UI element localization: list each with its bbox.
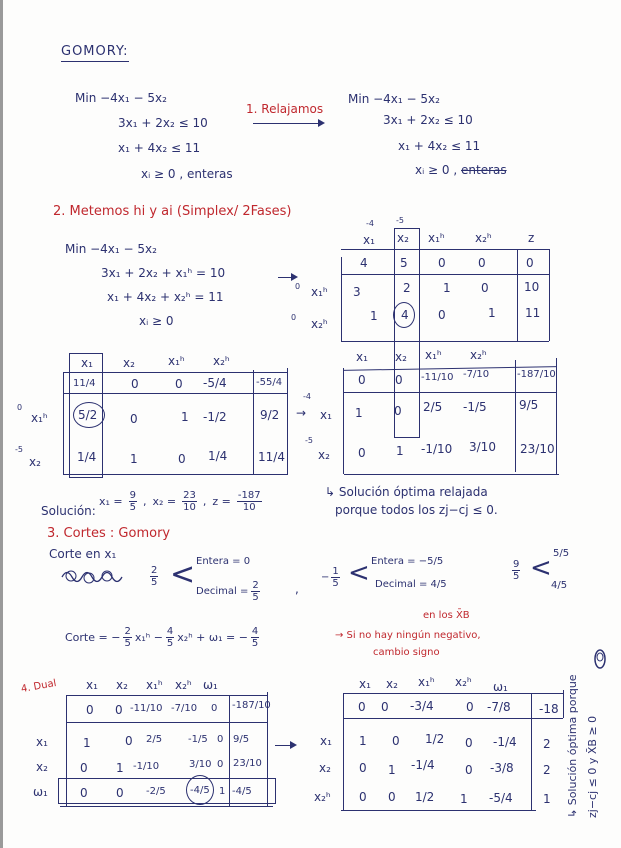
divider (63, 393, 288, 394)
scribble-icon (59, 567, 129, 585)
x2-value (182, 490, 197, 513)
cell: 9/2 (260, 408, 280, 422)
basis-cost: -5 (15, 445, 23, 454)
basis-var: x₁ (36, 735, 48, 749)
col-header: x₂ (397, 231, 409, 245)
cell: -1/4 (493, 735, 517, 749)
basis-var: x₂ (36, 760, 48, 774)
col-header: x₁ (363, 233, 375, 247)
step1-label: 1. Relajamos (246, 102, 324, 116)
cell: -4/5 (232, 786, 252, 797)
divider (549, 249, 550, 341)
numerator: 4 (251, 626, 259, 637)
divider (60, 806, 273, 807)
cell: 0 (217, 759, 224, 770)
cell: -3/4 (410, 699, 434, 713)
decimal-label (196, 580, 260, 603)
denominator: 10 (183, 502, 196, 513)
divider (287, 368, 288, 474)
cell: -2/5 (146, 786, 166, 797)
cut-note-top: en los X̄B (423, 610, 470, 621)
cell: 1 (370, 309, 378, 323)
cell: 2 (543, 763, 551, 777)
denominator: 5 (332, 578, 339, 589)
std-constraint-3: xᵢ ≥ 0 (139, 314, 174, 328)
original-constraint-3: xᵢ ≥ 0 , enteras (141, 167, 233, 181)
col-header: x₂ (386, 677, 398, 691)
cell: -187/10 (517, 369, 556, 380)
std-constraint-2: x₁ + 4x₂ + x₂ʰ = 11 (107, 290, 224, 304)
cell: 10 (524, 280, 540, 294)
original-constraint-2: x₁ + 4x₂ ≤ 11 (118, 141, 201, 155)
col-header: x₁ (81, 356, 93, 370)
cell: -1/5 (188, 734, 208, 745)
col-header: z (528, 231, 535, 245)
basis-var: x₁ʰ (311, 285, 328, 299)
cell: 0 (125, 734, 133, 748)
basis-cost: 0 (17, 403, 23, 412)
pivot-cell: -4/5 (190, 785, 210, 796)
cell: 0 (478, 256, 486, 270)
cell: 11/4 (258, 450, 285, 464)
cut-note-2: cambio signo (373, 647, 440, 658)
cut-prefix: Corte = − (65, 631, 121, 644)
cell: 0 (358, 700, 366, 714)
numerator: 1 (332, 566, 339, 577)
cell: 0 (438, 256, 446, 270)
cell: 1 (359, 734, 367, 748)
cut-note-1: → Si no hay ningún negativo, (335, 630, 481, 641)
cell: 1 (130, 452, 138, 466)
cell: -1/2 (203, 410, 227, 424)
std-objective: Min −4x₁ − 5x₂ (65, 242, 157, 256)
col-header: x₂ (116, 678, 128, 692)
cell: 23/10 (520, 442, 555, 456)
col-header: x₂ʰ (175, 678, 192, 692)
divider (63, 372, 64, 475)
scribble-icon (593, 648, 607, 670)
arrow-right-icon (275, 745, 295, 746)
cell: 0 (358, 446, 366, 460)
cell: 0 (526, 256, 534, 270)
divider (517, 249, 518, 341)
cell: 1 (443, 281, 451, 295)
col-header: x₂ʰ (475, 231, 492, 245)
integer-part: 5/5 (553, 548, 570, 559)
cell: 2/5 (146, 734, 163, 745)
entera-label: Entera = −5/5 (371, 556, 444, 567)
cell: -187/10 (232, 700, 271, 711)
cell: 1/2 (415, 790, 435, 804)
original-constraint-1: 3x₁ + 2x₂ ≤ 10 (118, 116, 208, 130)
cell: 9/5 (519, 398, 539, 412)
divider (66, 695, 267, 696)
cell: 3/10 (189, 759, 212, 770)
bracket-icon: < (530, 553, 552, 583)
cost-x1: -4 (366, 219, 374, 228)
numerator: 4 (166, 626, 174, 637)
decimal-label: Decimal = 4/5 (375, 579, 447, 590)
solution-label: Solución: (41, 504, 96, 518)
cell: 0 (465, 736, 473, 750)
cell: 0 (466, 700, 474, 714)
basis-var: x₁ʰ (31, 411, 48, 425)
basis-var: x₁ (320, 734, 332, 748)
cell: 0 (86, 703, 94, 717)
basis-cost: -5 (305, 436, 313, 445)
col-header: x₁ʰ (146, 678, 163, 692)
fraction-neg-1-5 (321, 566, 340, 589)
divider (563, 690, 564, 718)
cell: -11/10 (130, 703, 163, 714)
cell: 0 (359, 761, 367, 775)
denominator: 5 (124, 638, 131, 649)
col-header: x₁ (359, 677, 371, 691)
separator: , (143, 495, 147, 508)
z-value (237, 490, 262, 513)
numerator: 23 (183, 490, 196, 501)
cell: 1 (388, 763, 396, 777)
x2-label: x₂ = (152, 495, 177, 508)
cell: 0 (465, 763, 473, 777)
cell: 0 (178, 452, 186, 466)
sign: − (321, 571, 330, 583)
decimal-part: 4/5 (551, 580, 568, 591)
denominator: 5 (252, 592, 259, 603)
cut-equation (65, 626, 259, 649)
basis-var: x₂ʰ (314, 790, 331, 804)
solution-note-1: ↳ Solución óptima relajada (325, 485, 488, 499)
cell: 0 (394, 404, 402, 418)
cell: 0 (175, 377, 183, 391)
cell: 0 (358, 373, 366, 387)
relaxed-constraint-3: xᵢ ≥ 0 , enteras (415, 163, 507, 177)
divider (343, 693, 563, 694)
term-1: x₁ʰ − (134, 631, 163, 644)
cell: 1/4 (208, 449, 228, 463)
cell: -5/4 (203, 376, 227, 390)
numerator: 2 (151, 565, 158, 576)
pivot-cell: 4 (401, 308, 409, 322)
cell: 0 (481, 281, 489, 295)
page-title: GOMORY: (61, 44, 129, 62)
col-header: x₂ (395, 350, 407, 364)
cell: 3/10 (469, 440, 496, 454)
basis-var: x₁ (320, 408, 332, 422)
numerator: 9 (129, 490, 137, 501)
cell: 1/4 (77, 450, 97, 464)
divider (343, 392, 557, 393)
denominator: 5 (513, 571, 520, 582)
cell: -5/4 (489, 791, 513, 805)
cell: 0 (381, 700, 389, 714)
solution-note-2: porque todos los zj−cj ≤ 0. (335, 503, 498, 517)
cell: -55/4 (256, 377, 283, 388)
cell: 1 (116, 761, 124, 775)
basis-var: ω₁ (33, 785, 48, 799)
basis-var: x₂ʰ (311, 317, 328, 331)
relaxed-constraint-2: x₁ + 4x₂ ≤ 11 (398, 139, 481, 153)
cell: -7/10 (171, 703, 198, 714)
divider (66, 722, 267, 723)
cell: 11 (525, 306, 541, 320)
cell: 0 (217, 734, 224, 745)
cell: 1 (488, 306, 496, 320)
cell: 0 (438, 308, 446, 322)
divider (515, 360, 516, 472)
basis-cost: -4 (303, 392, 311, 401)
cell: 0 (80, 761, 88, 775)
z-label: z = (212, 495, 231, 508)
divider (341, 341, 549, 342)
divider (341, 810, 536, 811)
cell: 0 (211, 703, 218, 714)
fraction-2-5 (150, 565, 158, 588)
entera-label: Entera = 0 (196, 556, 251, 567)
numerator: 2 (252, 580, 259, 591)
relaxed-constraint-1: 3x₁ + 2x₂ ≤ 10 (383, 113, 473, 127)
col-header: x₁ʰ (425, 348, 442, 362)
divider (253, 370, 254, 474)
cell: 0 (395, 373, 403, 387)
cell: 1 (219, 786, 226, 797)
cell: 1 (83, 736, 91, 750)
cell: 5 (400, 256, 408, 270)
separator: , (202, 495, 207, 508)
divider (343, 368, 344, 474)
col-header: x₂ (123, 356, 135, 370)
basis-var: x₂ (29, 455, 41, 469)
cell: 1 (181, 410, 189, 424)
divider (341, 257, 342, 342)
cut-variable-label: Corte en x₁ (49, 547, 117, 561)
divider (344, 474, 559, 475)
cell: -7/8 (487, 700, 511, 714)
cell: 0 (115, 703, 123, 717)
denominator: 5 (251, 638, 259, 649)
cell: 1 (460, 792, 468, 806)
relaxed-objective: Min −4x₁ − 5x₂ (348, 92, 440, 106)
cell: 0 (359, 790, 367, 804)
cell: 1/2 (425, 732, 445, 746)
step4-label: 4. Dual (20, 677, 58, 696)
denominator: 5 (129, 502, 137, 513)
cell: -7/10 (463, 369, 490, 380)
col-header: x₂ʰ (455, 675, 472, 689)
arrow-right-icon (253, 123, 323, 124)
col-header: x₁ʰ (428, 231, 445, 245)
numerator: 2 (124, 626, 131, 637)
final-note-1: ↳ Solución óptima porque (566, 674, 579, 818)
separator: , (295, 582, 299, 596)
col-header: x₂ʰ (213, 354, 230, 368)
col-header: x₁ (356, 350, 368, 364)
cost-x2: -5 (396, 216, 404, 225)
cell: 0 (388, 790, 396, 804)
col-header: x₁ʰ (418, 675, 435, 689)
denominator: 5 (151, 577, 158, 588)
cell: -1/10 (133, 761, 160, 772)
basis-var: x₂ (319, 761, 331, 775)
divider (531, 693, 532, 810)
divider (63, 372, 288, 373)
divider (343, 693, 344, 810)
col-header: ω₁ (203, 678, 218, 692)
cell: -1/4 (411, 758, 435, 772)
cell: 1 (355, 406, 363, 420)
cell: 1 (396, 444, 404, 458)
cell: 0 (80, 786, 88, 800)
cell: 1 (543, 792, 551, 806)
cell: -11/10 (421, 372, 454, 383)
divider (63, 474, 288, 475)
label: Decimal = (196, 586, 249, 597)
cell: 0 (130, 412, 138, 426)
cell: -1/5 (463, 400, 487, 414)
cell: 2 (403, 281, 411, 295)
cell: 2/5 (423, 400, 443, 414)
cell: 3 (353, 285, 361, 299)
pivot-cell: 5/2 (78, 408, 98, 422)
denominator: 5 (166, 638, 174, 649)
col-header: x₁ʰ (168, 354, 185, 368)
step3-label: 3. Cortes : Gomory (47, 526, 171, 541)
cell: 4 (360, 256, 368, 270)
arrow-right-icon (278, 277, 296, 278)
cell: 0 (392, 734, 400, 748)
fraction-9-5 (512, 559, 520, 582)
col-header: ω₁ (493, 680, 508, 694)
divider (556, 358, 557, 474)
step2-label: 2. Metemos hi y ai (Simplex/ 2Fases) (53, 204, 292, 219)
cell: -3/8 (490, 761, 514, 775)
basis-cost: 0 (291, 313, 297, 322)
term-2: x₂ʰ + ω₁ = − (177, 631, 248, 644)
std-constraint-1: 3x₁ + 2x₂ + x₁ʰ = 10 (101, 266, 226, 280)
cell: -18 (539, 702, 559, 716)
cell: -1/10 (421, 442, 453, 456)
basis-cost: 0 (295, 282, 301, 291)
original-objective: Min −4x₁ − 5x₂ (75, 91, 167, 105)
cell: 11/4 (73, 378, 96, 389)
numerator: 9 (513, 559, 520, 570)
solution-values (99, 490, 262, 513)
denominator: 10 (242, 502, 256, 513)
x1-value (129, 490, 137, 513)
cell: 9/5 (233, 734, 250, 745)
bracket-icon: < (170, 557, 196, 592)
divider (343, 718, 563, 719)
cell: 0 (116, 786, 124, 800)
scribble (59, 567, 129, 585)
numerator: -187 (237, 490, 261, 501)
arrow-right-icon: → (296, 406, 307, 420)
cell: 2 (543, 737, 551, 751)
x1-label: x₁ = (99, 495, 123, 508)
basis-var: x₂ (318, 448, 330, 462)
col-header: x₂ʰ (470, 348, 487, 362)
col-header: x₁ (86, 678, 98, 692)
cell: 0 (131, 377, 139, 391)
final-note-2: zj−cj ≤ 0 y X̄B ≥ 0 (586, 715, 599, 818)
cell: 23/10 (233, 758, 262, 769)
bracket-icon: < (348, 558, 370, 588)
